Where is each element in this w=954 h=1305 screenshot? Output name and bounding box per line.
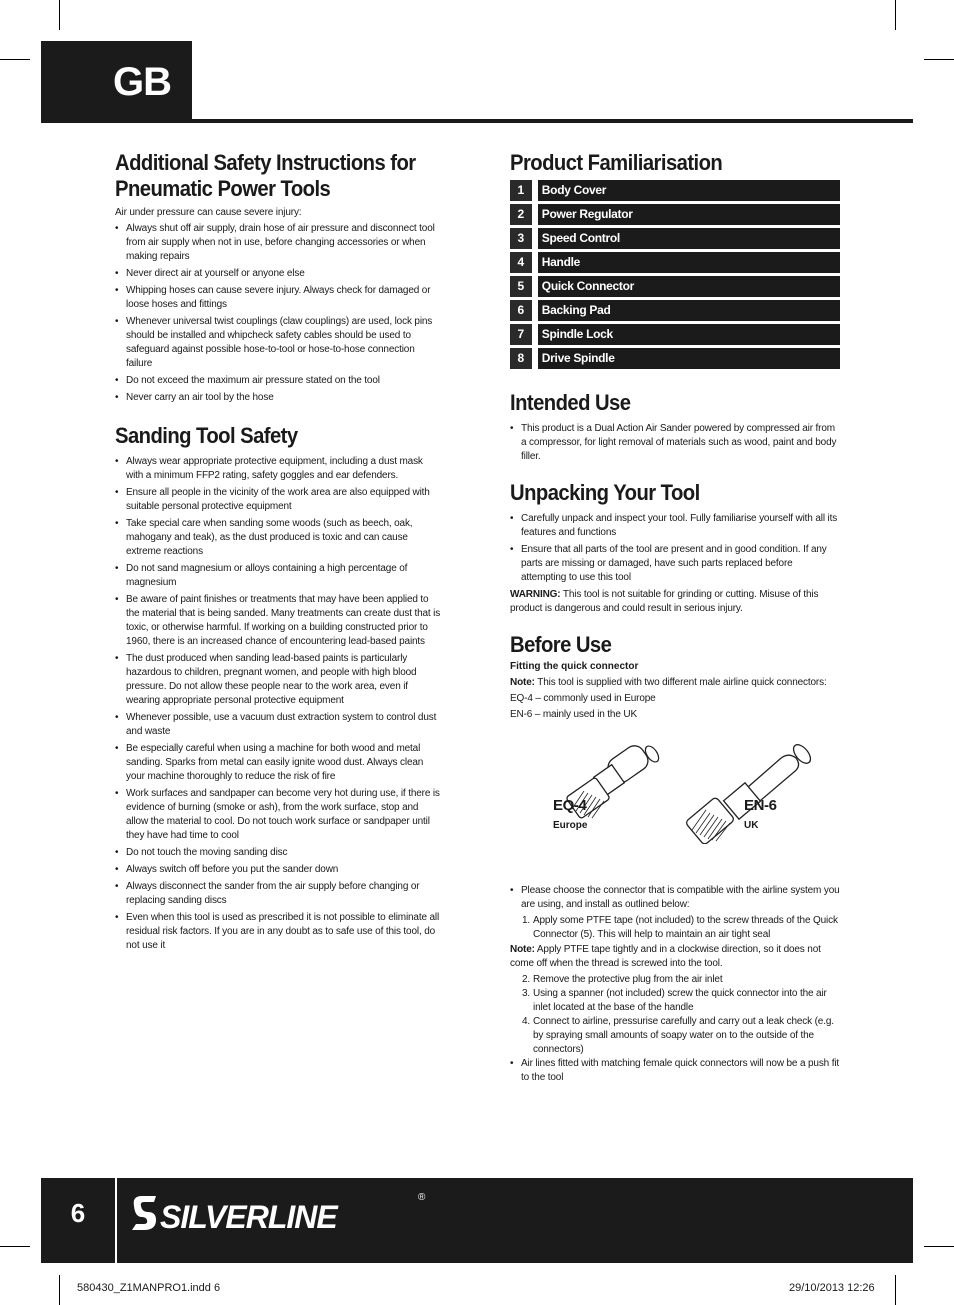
note-label: Note: [510, 944, 535, 955]
part-row [510, 204, 840, 225]
part-name: Drive Spindle [538, 348, 840, 369]
silverline-logo [130, 1188, 430, 1238]
unpacking-list [510, 512, 840, 585]
install-steps [510, 973, 840, 1057]
right-column [510, 150, 840, 1088]
sanding-safety-title: Sanding Tool Safety [115, 423, 298, 448]
warning-text: This tool is not suitable for grinding or cutting. Misuse of this product is dangerous and could result in serious injury. [510, 589, 819, 614]
list-item: • This product is a Dual Action Air Sander powered by compressed air from a compressor, for light removal of materials such as wood, paint and body filler. [510, 422, 840, 464]
warning-paragraph [510, 588, 840, 616]
part-row [510, 228, 840, 249]
connector-illustrations [510, 734, 840, 874]
part-name: Power Regulator [538, 204, 840, 225]
list-item: • Please choose the connector that is compatible with the airline system you are using, and install as outlined below: [510, 884, 840, 912]
date-slug: 29/10/2013 12:26 [789, 1282, 875, 1294]
note-text: This tool is supplied with two different male airline quick connectors: [534, 677, 827, 688]
part-number: 7 [510, 324, 532, 345]
parts-list [510, 180, 840, 369]
title-line: Pneumatic Power Tools [115, 176, 331, 201]
header-rule [192, 119, 913, 123]
brand-name: SILVERLINE [160, 1199, 337, 1235]
before-use-title: Before Use [510, 632, 612, 657]
list-item: • Whenever universal twist couplings (claw couplings) are used, lock pins should be installed and whipcheck safety cables should be used to safeguard against possible hose-to-tool or hose-to-hose connection failure [115, 315, 441, 371]
eq4-line: EQ-4 – commonly used in Europe [510, 693, 656, 704]
crop-mark [924, 1246, 954, 1247]
crop-mark [0, 1246, 30, 1247]
part-number: 2 [510, 204, 532, 225]
part-number: 4 [510, 252, 532, 273]
step-item [510, 973, 840, 987]
install-list [510, 1057, 840, 1085]
list-item: • Always shut off air supply, drain hose of air pressure and disconnect tool from air supply when not in use, before changing accessories or when making repairs [115, 222, 441, 264]
crop-mark [924, 59, 954, 60]
list-item: • Be especially careful when using a machine for both wood and metal sanding. Sparks from metal can easily ignite wood dust. Always clean your machine thoroughly to reduce the risk of fire [115, 742, 441, 784]
list-item: • Do not sand magnesium or alloys containing a high percentage of magnesium [115, 562, 441, 590]
list-item: • Whenever possible, use a vacuum dust extraction system to control dust and waste [115, 711, 441, 739]
footer-divider [115, 1178, 117, 1263]
list-item: • Air lines fitted with matching female quick connectors will now be a push fit to the tool [510, 1057, 840, 1085]
part-name: Spindle Lock [538, 324, 840, 345]
fitting-subtitle: Fitting the quick connector [510, 661, 639, 672]
title-line: Additional Safety Instructions for [115, 150, 416, 175]
part-number: 3 [510, 228, 532, 249]
part-row [510, 276, 840, 297]
note-paragraph [510, 943, 840, 971]
list-item: • Never carry an air tool by the hose [115, 391, 441, 405]
part-row [510, 324, 840, 345]
page-number: 6 [70, 1198, 86, 1228]
part-row [510, 252, 840, 273]
part-number: 8 [510, 348, 532, 369]
part-row [510, 348, 840, 369]
pneumatic-safety-title [115, 150, 415, 202]
list-item: • Take special care when sanding some woods (such as beech, oak, mahogany and teak), as the dust produced is toxic and can cause extreme reactions [115, 517, 441, 559]
list-item: • Do not touch the moving sanding disc [115, 846, 441, 860]
list-item: • Always disconnect the sander from the air supply before changing or replacing sanding discs [115, 880, 441, 908]
install-list [510, 884, 840, 912]
step-text: Remove the protective plug from the air inlet [533, 974, 723, 985]
step-item [510, 987, 840, 1015]
step-item [510, 914, 840, 942]
step-number: 4. [522, 1016, 531, 1027]
part-number: 1 [510, 180, 532, 201]
left-column [115, 150, 441, 956]
file-slug: 580430_Z1MANPRO1.indd 6 [77, 1282, 221, 1294]
step-text: Using a spanner (not included) screw the quick connector into the air inlet located at the base of the handle [533, 988, 827, 1013]
list-item: • Ensure that all parts of the tool are present and in good condition. If any parts are missing or damaged, have such parts replaced before attempting to use this tool [510, 543, 840, 585]
intended-use-title: Intended Use [510, 390, 631, 415]
list-item: • Always switch off before you put the sander down [115, 863, 441, 877]
crop-mark [895, 1275, 896, 1305]
registered-mark: ® [418, 1192, 426, 1203]
list-item: • Work surfaces and sandpaper can become very hot during use, if there is evidence of burning (smoke or ash), from the work surface, stop and allow the material to cool. Do not touch work surface or sandpaper until they have had time to cool [115, 787, 441, 843]
eq4-connector-image [560, 739, 670, 829]
crop-mark [0, 59, 30, 60]
unpacking-title: Unpacking Your Tool [510, 480, 700, 505]
part-row [510, 300, 840, 321]
list-item: • Carefully unpack and inspect your tool. Fully familiarise yourself with all its features and functions [510, 512, 840, 540]
step-number: 2. [522, 974, 531, 985]
list-item: • Whipping hoses can cause severe injury. Always check for damaged or loose hoses and fittings [115, 284, 441, 312]
list-item: • Ensure all people in the vicinity of the work area are also equipped with suitable personal protective equipment [115, 486, 441, 514]
pneumatic-list [115, 222, 441, 405]
step-text: Connect to airline, pressurise carefully and carry out a leak check (e.g. by spraying small amounts of soapy water on to the outside of the connectors) [533, 1016, 834, 1055]
part-name: Backing Pad [538, 300, 840, 321]
product-familiarisation-title: Product Familiarisation [510, 150, 723, 175]
intended-use-list [510, 422, 840, 464]
step-number: 3. [522, 988, 531, 999]
list-item: • Even when this tool is used as prescribed it is not possible to eliminate all residual risk factors. If you are in any doubt as to safe use of this tool, do not use it [115, 911, 441, 953]
en6-line: EN-6 – mainly used in the UK [510, 709, 637, 720]
note-text: Apply PTFE tape tightly and in a clockwise direction, so it does not come off when the thread is screwed into the tool. [510, 944, 821, 969]
sanding-list [115, 455, 441, 953]
crop-mark [59, 1275, 60, 1305]
crop-mark [59, 0, 60, 30]
warning-label: WARNING: [510, 589, 561, 600]
list-item: • The dust produced when sanding lead-based paints is particularly hazardous to children, pregnant women, and people with high blood pressure. Do not allow these people near to the work area, even if wearing appropriate personal protective equipment [115, 652, 441, 708]
part-row [510, 180, 840, 201]
step-text: Apply some PTFE tape (not included) to the screw threads of the Quick Connector (5). This will help to maintain an air tight seal [533, 915, 838, 940]
list-item: • Do not exceed the maximum air pressure stated on the tool [115, 374, 441, 388]
install-steps [510, 914, 840, 942]
eq4-label: EQ-4 [553, 797, 587, 814]
eq4-region: Europe [553, 820, 588, 831]
list-item: • Never direct air at yourself or anyone else [115, 267, 441, 281]
part-name: Handle [538, 252, 840, 273]
pneumatic-intro: Air under pressure can cause severe injury: [115, 207, 302, 218]
list-item: • Always wear appropriate protective equipment, including a dust mask with a minimum FFP2 rating, safety goggles and ear defenders. [115, 455, 441, 483]
en6-region: UK [744, 820, 759, 831]
note-label: Note: [510, 677, 535, 688]
step-number: 1. [522, 915, 531, 926]
list-item: • Be aware of paint finishes or treatments that may have been applied to the material that is being sanded. Many treatments can create dust that is toxic, or otherwise harmful. If working on a building constructed prior to 1960, there is an increased chance of encountering lead-based paints [115, 593, 441, 649]
part-name: Body Cover [538, 180, 840, 201]
crop-mark [895, 0, 896, 30]
language-tab: GB [41, 41, 192, 123]
part-number: 6 [510, 300, 532, 321]
part-name: Quick Connector [538, 276, 840, 297]
step-item [510, 1015, 840, 1057]
part-number: 5 [510, 276, 532, 297]
en6-label: EN-6 [744, 797, 777, 814]
part-name: Speed Control [538, 228, 840, 249]
note-paragraph [510, 676, 840, 690]
